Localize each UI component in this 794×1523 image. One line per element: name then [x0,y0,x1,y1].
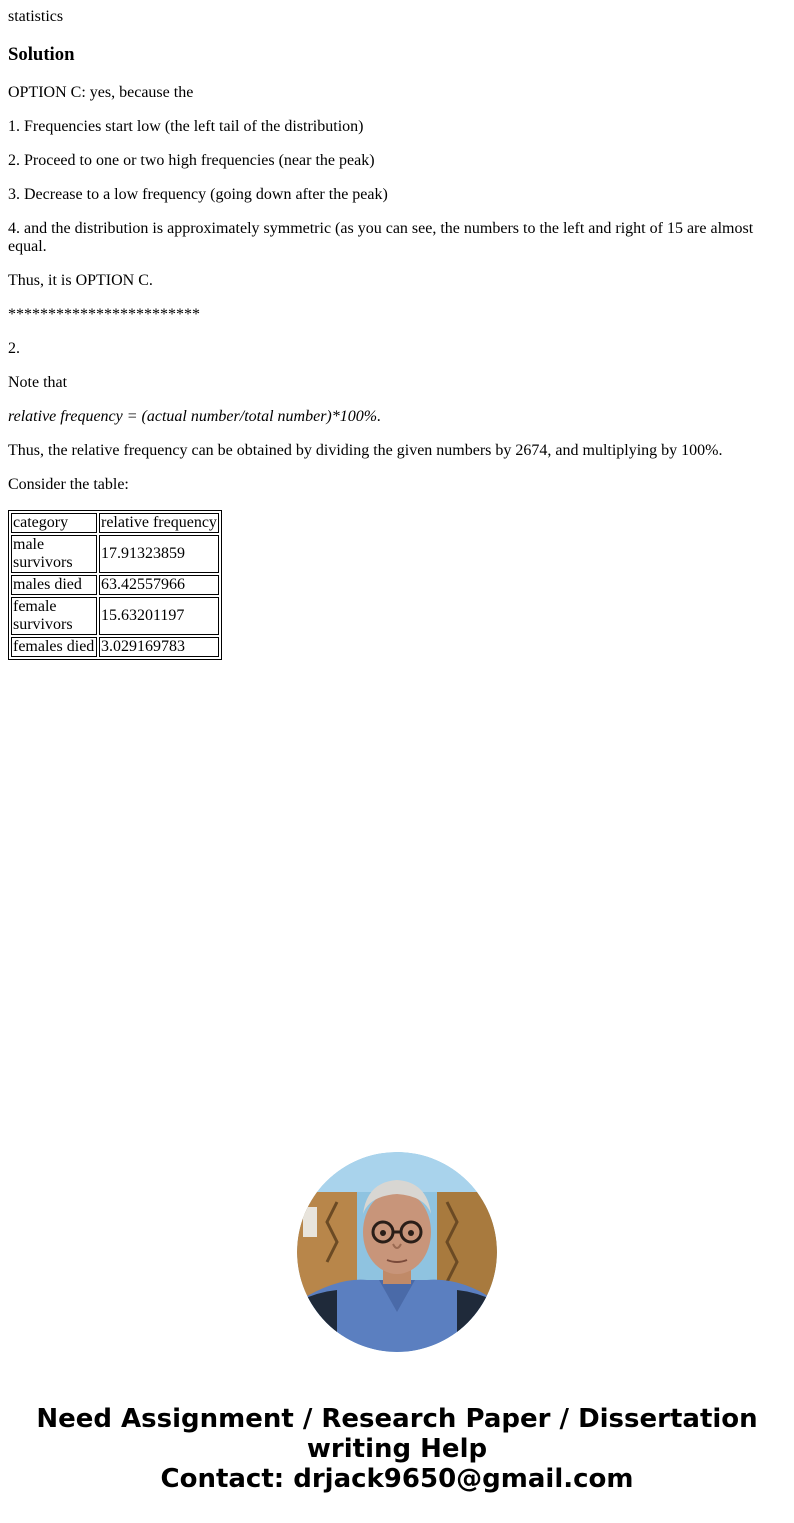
author-avatar [297,1152,497,1352]
separator: ************************ [8,306,200,323]
table-row [11,575,219,595]
row-value: 3.029169783 [99,637,219,657]
promo-contact: Contact: drjack9650@gmail.com [160,1464,634,1494]
point-2: 2. Proceed to one or two high frequencies (near the peak) [8,152,375,169]
header-relative-frequency: relative frequency [101,514,217,531]
point-1: 1. Frequencies start low (the left tail of the distribution) [8,118,364,135]
explanation-line: Thus, the relative frequency can be obtained by dividing the given numbers by 2674, and multiplying by 100%. [8,442,723,459]
option-line: OPTION C: yes, because the [8,84,194,101]
row-category: females died [11,637,97,657]
row-category: female survivors [11,597,97,635]
promo-section [0,1152,794,1494]
table-row [11,637,219,657]
row-value: 63.42557966 [99,575,219,595]
formula-text: relative frequency = (actual number/total number)*100%. [8,408,382,425]
table-intro: Consider the table: [8,476,129,493]
formula-line [8,408,786,426]
promo-line-1: Need Assignment / Research Paper / Dissertation [36,1404,758,1434]
table-row [11,535,219,573]
note-line: Note that [8,374,68,391]
row-category: male survivors [11,535,97,573]
subject-label: statistics [8,8,64,25]
part-number: 2. [8,340,20,357]
row-value: 17.91323859 [99,535,219,573]
row-category: males died [11,575,97,595]
promo-line-2: writing Help [306,1434,488,1464]
point-4: 4. and the distribution is approximately symmetric (as you can see, the numbers to the left and right of 15 are almost equal. [8,220,754,255]
document-body [8,0,786,660]
promo-text [0,1404,794,1494]
point-3: 3. Decrease to a low frequency (going down after the peak) [8,186,388,203]
solution-heading: Solution [8,44,75,65]
conclusion: Thus, it is OPTION C. [8,272,153,289]
table-header-row [11,513,219,533]
table-row [11,597,219,635]
relative-frequency-table [8,510,222,660]
header-category: category [11,513,97,533]
row-value: 15.63201197 [99,597,219,635]
